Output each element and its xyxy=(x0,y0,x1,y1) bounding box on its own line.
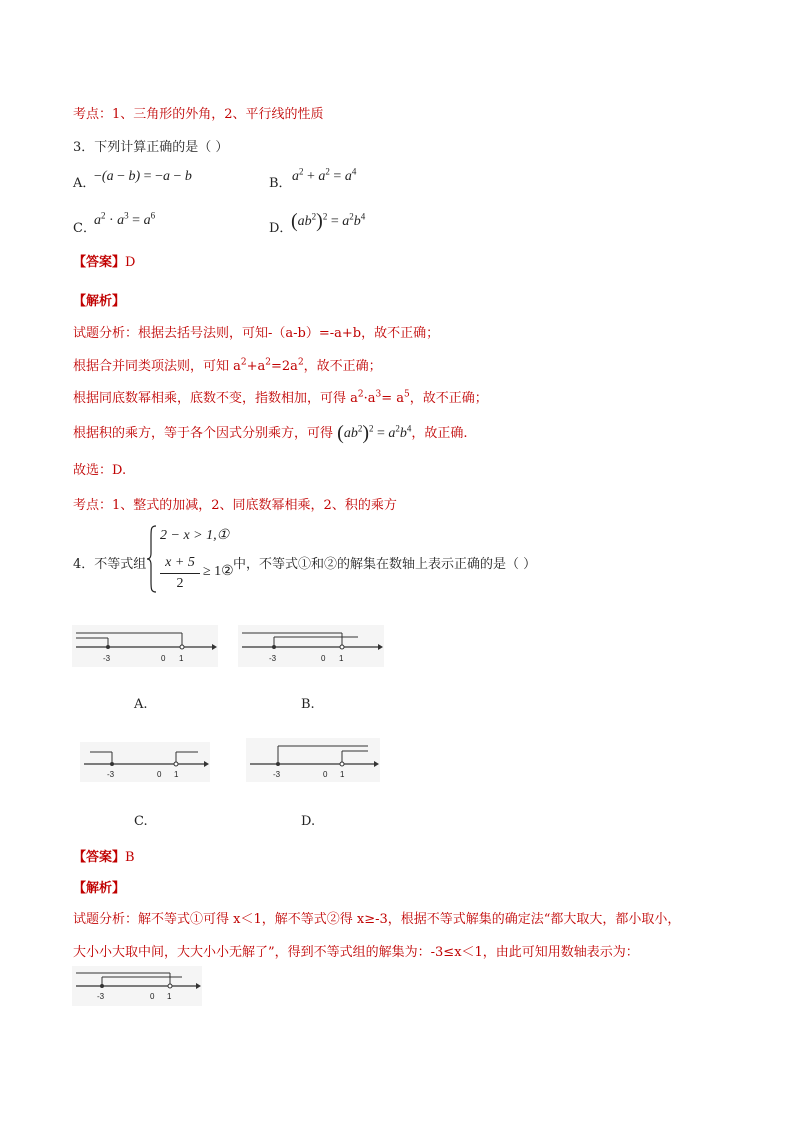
analysis-3-line-2: 根据合并同类项法则，可知 $a^2+a^2=2a^2$，故不正确； xyxy=(73,357,382,374)
number-line-c xyxy=(80,742,210,786)
svg-text:0: 0 xyxy=(150,992,155,1001)
answer-tag: 【答案】 xyxy=(73,255,126,270)
svg-text:-3: -3 xyxy=(273,770,281,779)
option-b-label: B． xyxy=(269,176,292,191)
option-a-expr: −(a − b) = −a − b xyxy=(94,169,192,184)
system-brace xyxy=(146,525,158,593)
analysis-tag: 【解析】 xyxy=(73,294,126,309)
analysis-4-line-1: 试题分析：解不等式①可得 x＜1，解不等式②得 x≥-3，根据不等式解集的确定法“都大取大，都小取小， xyxy=(73,912,681,927)
inequality-2-numerator: x + 5 xyxy=(165,555,195,570)
answer-value: D xyxy=(125,255,136,270)
answer-3 xyxy=(73,251,135,270)
kaodian-3: 考点：1、整式的加减，2、同底数幂相乘，2、积的乘方 xyxy=(73,498,397,513)
option-a-caption: A. xyxy=(134,697,148,712)
svg-text:1: 1 xyxy=(167,992,172,1001)
inequality-2-rhs: ≥ 1② xyxy=(203,564,234,579)
svg-text:1: 1 xyxy=(179,654,184,663)
analysis-3-formula: $(ab^2)^2 = a^2b^4$ xyxy=(337,422,412,444)
svg-text:1: 1 xyxy=(174,770,179,779)
kaodian-previous: 考点：1、三角形的外角，2、平行线的性质 xyxy=(73,107,324,122)
svg-text:-3: -3 xyxy=(103,654,111,663)
svg-text:-3: -3 xyxy=(97,992,105,1001)
svg-text:0: 0 xyxy=(161,654,166,663)
analysis-3-conclusion: 故选：D. xyxy=(73,463,127,478)
svg-text:0: 0 xyxy=(323,770,328,779)
answer-tag: 【答案】 xyxy=(73,850,126,865)
option-d-label: D． xyxy=(269,221,293,236)
inequality-1: 2 − x > 1,① xyxy=(160,528,230,543)
svg-text:-3: -3 xyxy=(269,654,277,663)
question-4-suffix: 中，不等式①和②的解集在数轴上表示正确的是（ ） xyxy=(233,557,537,572)
option-b-expr: $a^2 + a^2 = a^4$ xyxy=(292,166,357,184)
option-c-label: C． xyxy=(73,221,96,236)
solution-number-line xyxy=(72,966,202,1010)
number-line-a xyxy=(72,625,218,671)
option-b-caption: B. xyxy=(301,697,315,712)
svg-text:1: 1 xyxy=(339,654,344,663)
analysis-3-line-1: 试题分析：根据去括号法则，可知-（a-b）=-a+b，故不正确； xyxy=(73,326,440,341)
analysis-4-line-2: 大小小大取中间，大大小小无解了”，得到不等式组的解集为：-3≤x＜1，由此可知用数轴表示为： xyxy=(73,945,639,960)
number-line-d xyxy=(246,738,380,786)
inequality-2-denominator: 2 xyxy=(176,576,184,591)
question-3-stem: 3．下列计算正确的是（ ） xyxy=(73,140,229,155)
option-d-expr: $(ab^2)^2 = a^2b^4$ xyxy=(291,210,366,232)
option-d-caption: D. xyxy=(301,814,316,829)
svg-text:-3: -3 xyxy=(107,770,115,779)
analysis-3-line-3: 根据同底数幂相乘，底数不变，指数相加，可得 $a^2\cdot a^3= a^5$，故不正确； xyxy=(73,389,488,406)
analysis-tag: 【解析】 xyxy=(73,881,126,896)
answer-4 xyxy=(73,846,135,865)
number-line-b xyxy=(238,625,384,671)
option-c-expr: $a^2 \cdot a^3 = a^6$ xyxy=(94,210,156,228)
option-a-label: A． xyxy=(73,176,96,191)
option-c-caption: C. xyxy=(134,814,148,829)
analysis-3-line-4: 根据积的乘方，等于各个因式分别乘方，可得 $(ab^2)^2 = a^2b^4$，故正确. xyxy=(73,422,468,444)
svg-text:0: 0 xyxy=(157,770,162,779)
svg-text:1: 1 xyxy=(340,770,345,779)
question-4-prefix: 4．不等式组 xyxy=(73,557,147,572)
answer-value: B xyxy=(125,850,135,865)
fraction-bar xyxy=(160,573,200,574)
svg-text:0: 0 xyxy=(321,654,326,663)
